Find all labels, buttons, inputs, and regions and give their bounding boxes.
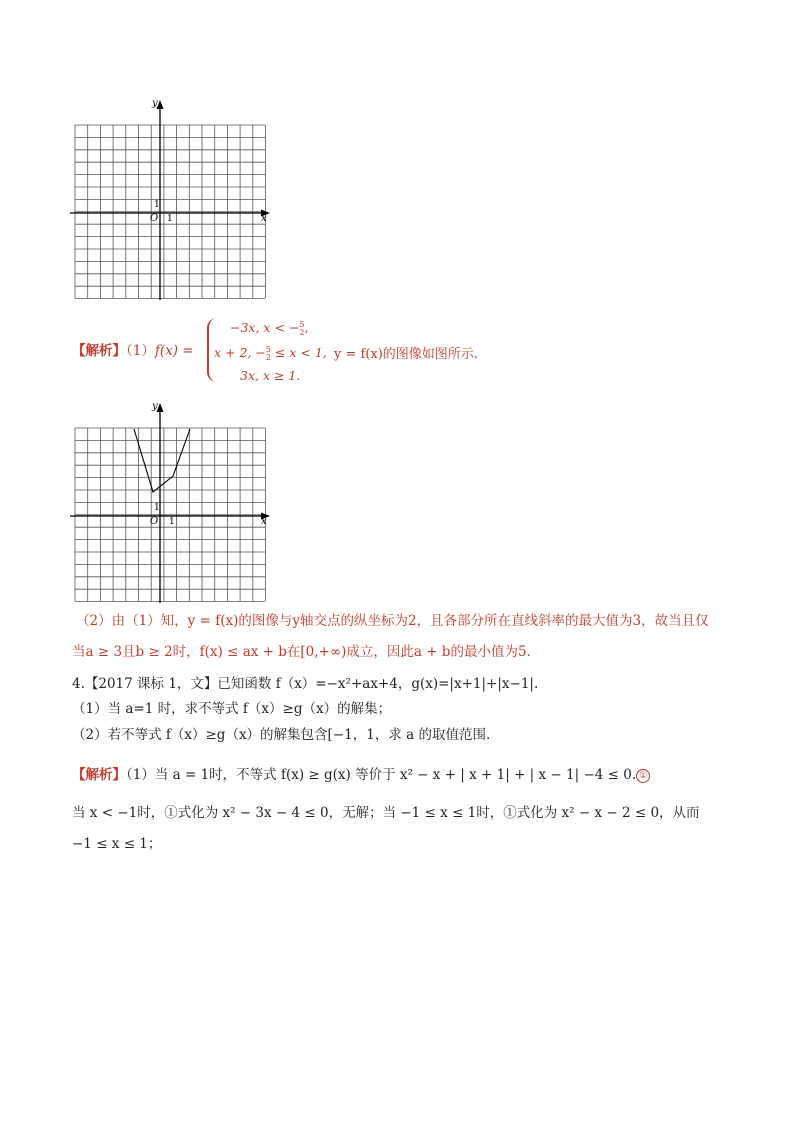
problem-4-q1: （1）当 a=1 时，求不等式 f（x）≥g（x）的解集； xyxy=(72,701,392,717)
y-axis-label: y xyxy=(152,98,158,109)
case-2: x + 2, − xyxy=(214,345,266,360)
graph-note: y = f(x)的图像如图所示. xyxy=(334,347,478,362)
x-axis-label: x xyxy=(261,516,267,527)
analysis-tag: 【解析】 xyxy=(72,343,126,359)
coordinate-grid-1 xyxy=(70,95,275,300)
function-name: f(x) = xyxy=(154,343,194,359)
frac-num-2: 5 xyxy=(265,344,271,354)
analysis-tag: 【解析】 xyxy=(72,767,126,783)
origin-label: O xyxy=(150,516,159,527)
frac-den-2: 2 xyxy=(265,352,271,362)
case-1-end: , xyxy=(304,320,309,335)
solution-part2-line2: 当a ≥ 3且b ≥ 2时，f(x) ≤ ax + b在[0,+∞)成立，因此a + b的最小值为5. xyxy=(72,644,531,660)
problem-4-q2: （2）若不等式 f（x）≥g（x）的解集包含[−1，1，求 a 的取值范围. xyxy=(72,727,491,743)
case-3: 3x, x ≥ 1. xyxy=(240,368,301,383)
y-axis-label: y xyxy=(152,401,158,412)
solution-part2-line1: （2）由（1）知，y = f(x)的图像与y轴交点的纵坐标为2，且各部分所在直线斜率的最大值为3，故当且仅 xyxy=(76,613,709,629)
function-graph xyxy=(134,429,190,492)
problem-4-header: 4.【2017 课标 1，文】已知函数 f（x）=−x²+ax+4，g(x)=|x+1|+|x−1|. xyxy=(72,676,539,692)
x-unit-label: 1 xyxy=(169,517,175,527)
solution-2-line2: 当 x < −1时，①式化为 x² − 3x − 4 ≤ 0，无解；当 −1 ≤ x ≤ 1时，①式化为 x² − x − 2 ≤ 0，从而 xyxy=(72,805,700,821)
solution-2-line3: −1 ≤ x ≤ 1； xyxy=(72,836,162,852)
coordinate-grid-2 xyxy=(70,398,275,603)
x-axis-label: x xyxy=(261,213,267,224)
part-label: （1） xyxy=(126,343,155,359)
frac-den-1: 2 xyxy=(299,327,305,337)
y-unit-label: 1 xyxy=(154,200,160,210)
solution-2-line1 xyxy=(72,766,650,784)
origin-label: O xyxy=(150,213,159,224)
solution-2-text1: （1）当 a = 1时，不等式 f(x) ≥ g(x) 等价于 x² − x + | x + 1| + | x − 1| −4 ≤ 0. xyxy=(126,767,637,783)
piecewise-definition xyxy=(72,318,532,386)
case-1: −3x, x < − xyxy=(230,320,300,335)
frac-num-1: 5 xyxy=(299,319,305,329)
case-2-end: ≤ x < 1, xyxy=(274,345,327,360)
circle-marker: ① xyxy=(636,769,650,783)
y-unit-label: 1 xyxy=(154,503,160,513)
x-unit-label: 1 xyxy=(167,214,173,224)
